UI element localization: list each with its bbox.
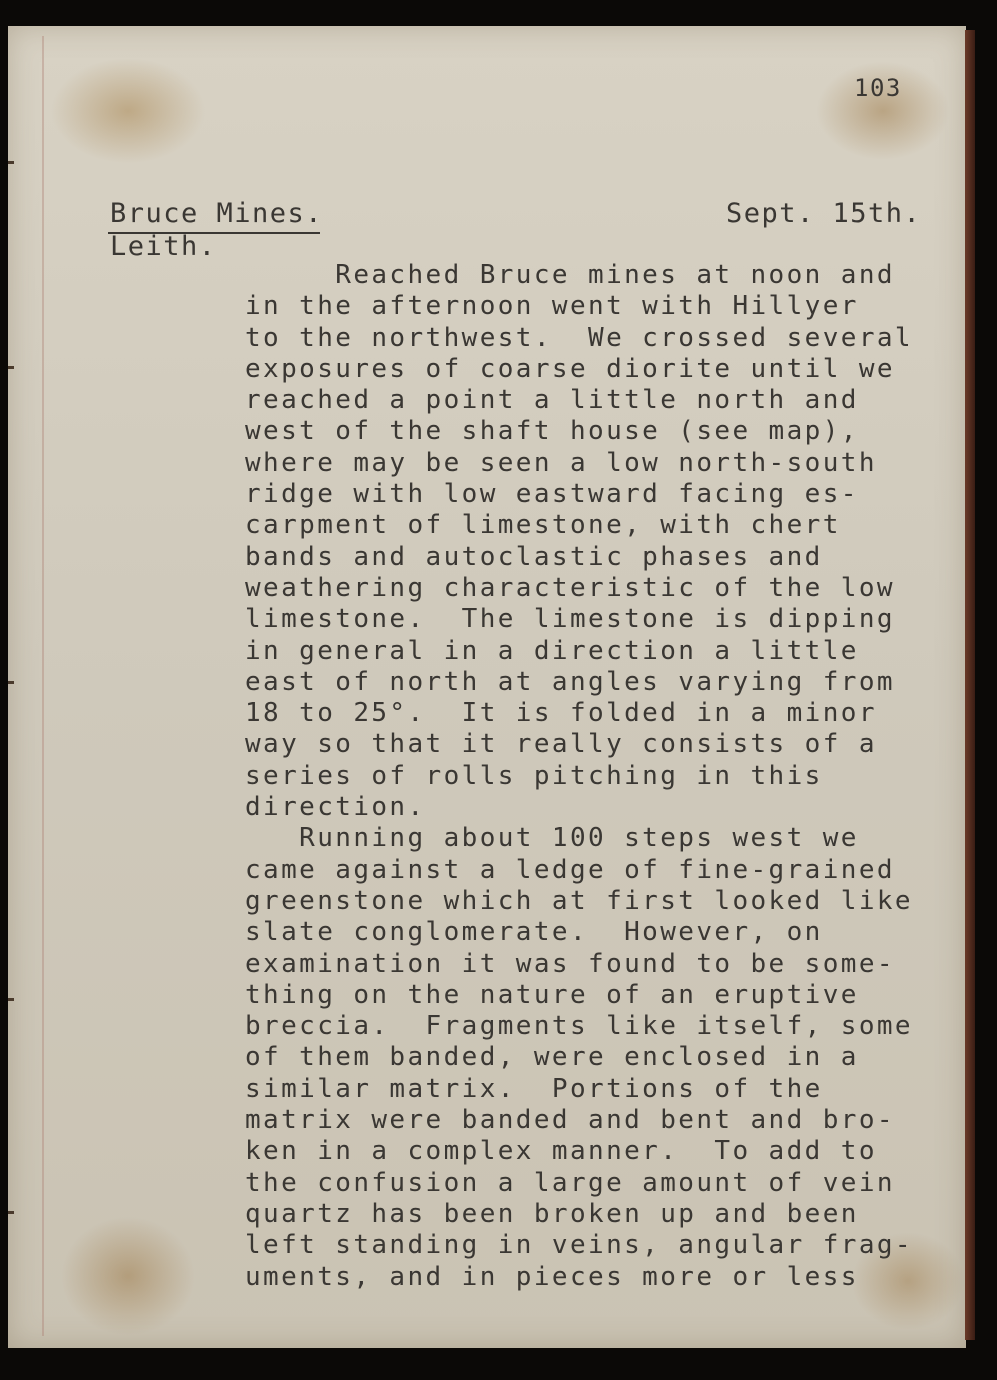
entry-body: [245, 260, 913, 1293]
text-line: in general in a direction a little: [245, 635, 859, 666]
text-line: examination it was found to be some-: [245, 948, 895, 979]
text-line: 18 to 25°. It is folded in a minor: [245, 698, 877, 729]
entry-date: Sept. 15th.: [726, 198, 922, 229]
text-line: slate conglomerate. However, on: [245, 917, 823, 948]
text-line: west of the shaft house (see map),: [245, 416, 859, 447]
binding-mark: [8, 366, 14, 369]
location-heading: Bruce Mines.: [110, 198, 324, 229]
page-number: 103: [854, 74, 902, 102]
text-line: limestone. The limestone is dipping: [245, 604, 895, 635]
text-line: ridge with low eastward facing es-: [245, 479, 859, 510]
binding-mark: [8, 681, 14, 684]
text-line: Running about 100 steps west we: [245, 823, 859, 854]
text-line: uments, and in pieces more or less: [245, 1261, 859, 1292]
binding-mark: [8, 998, 14, 1001]
text-line: the confusion a large amount of vein: [245, 1167, 895, 1198]
text-line: ken in a complex manner. To add to: [245, 1136, 877, 1167]
text-line: greenstone which at first looked like: [245, 885, 913, 916]
text-line: carpment of limestone, with chert: [245, 510, 841, 541]
text-line: east of north at angles varying from: [245, 666, 895, 697]
text-line: quartz has been broken up and been: [245, 1198, 859, 1229]
text-line: weathering characteristic of the low: [245, 572, 895, 603]
author-name: Leith.: [110, 231, 217, 262]
text-line: breccia. Fragments like itself, some: [245, 1011, 913, 1042]
text-line: to the northwest. We crossed several: [245, 322, 913, 353]
page-edge: [965, 30, 975, 1340]
notebook-page: [8, 26, 966, 1348]
text-line: matrix were banded and bent and bro-: [245, 1105, 895, 1136]
text-line: bands and autoclastic phases and: [245, 541, 823, 572]
margin-line: [42, 36, 44, 1336]
binding-mark: [8, 161, 14, 164]
text-line: direction.: [245, 792, 426, 823]
binding-mark: [8, 1211, 14, 1214]
text-line: in the afternoon went with Hillyer: [245, 291, 859, 322]
text-line: way so that it really consists of a: [245, 729, 877, 760]
text-line: thing on the nature of an eruptive: [245, 979, 859, 1010]
text-line: Reached Bruce mines at noon and: [245, 260, 895, 290]
text-line: exposures of coarse diorite until we: [245, 353, 895, 384]
text-line: reached a point a little north and: [245, 385, 859, 416]
text-line: of them banded, were enclosed in a: [245, 1042, 859, 1073]
text-line: similar matrix. Portions of the: [245, 1073, 823, 1104]
text-line: came against a ledge of fine-grained: [245, 854, 895, 885]
text-line: series of rolls pitching in this: [245, 760, 823, 791]
text-line: where may be seen a low north-south: [245, 447, 877, 478]
text-line: left standing in veins, angular frag-: [245, 1230, 913, 1261]
